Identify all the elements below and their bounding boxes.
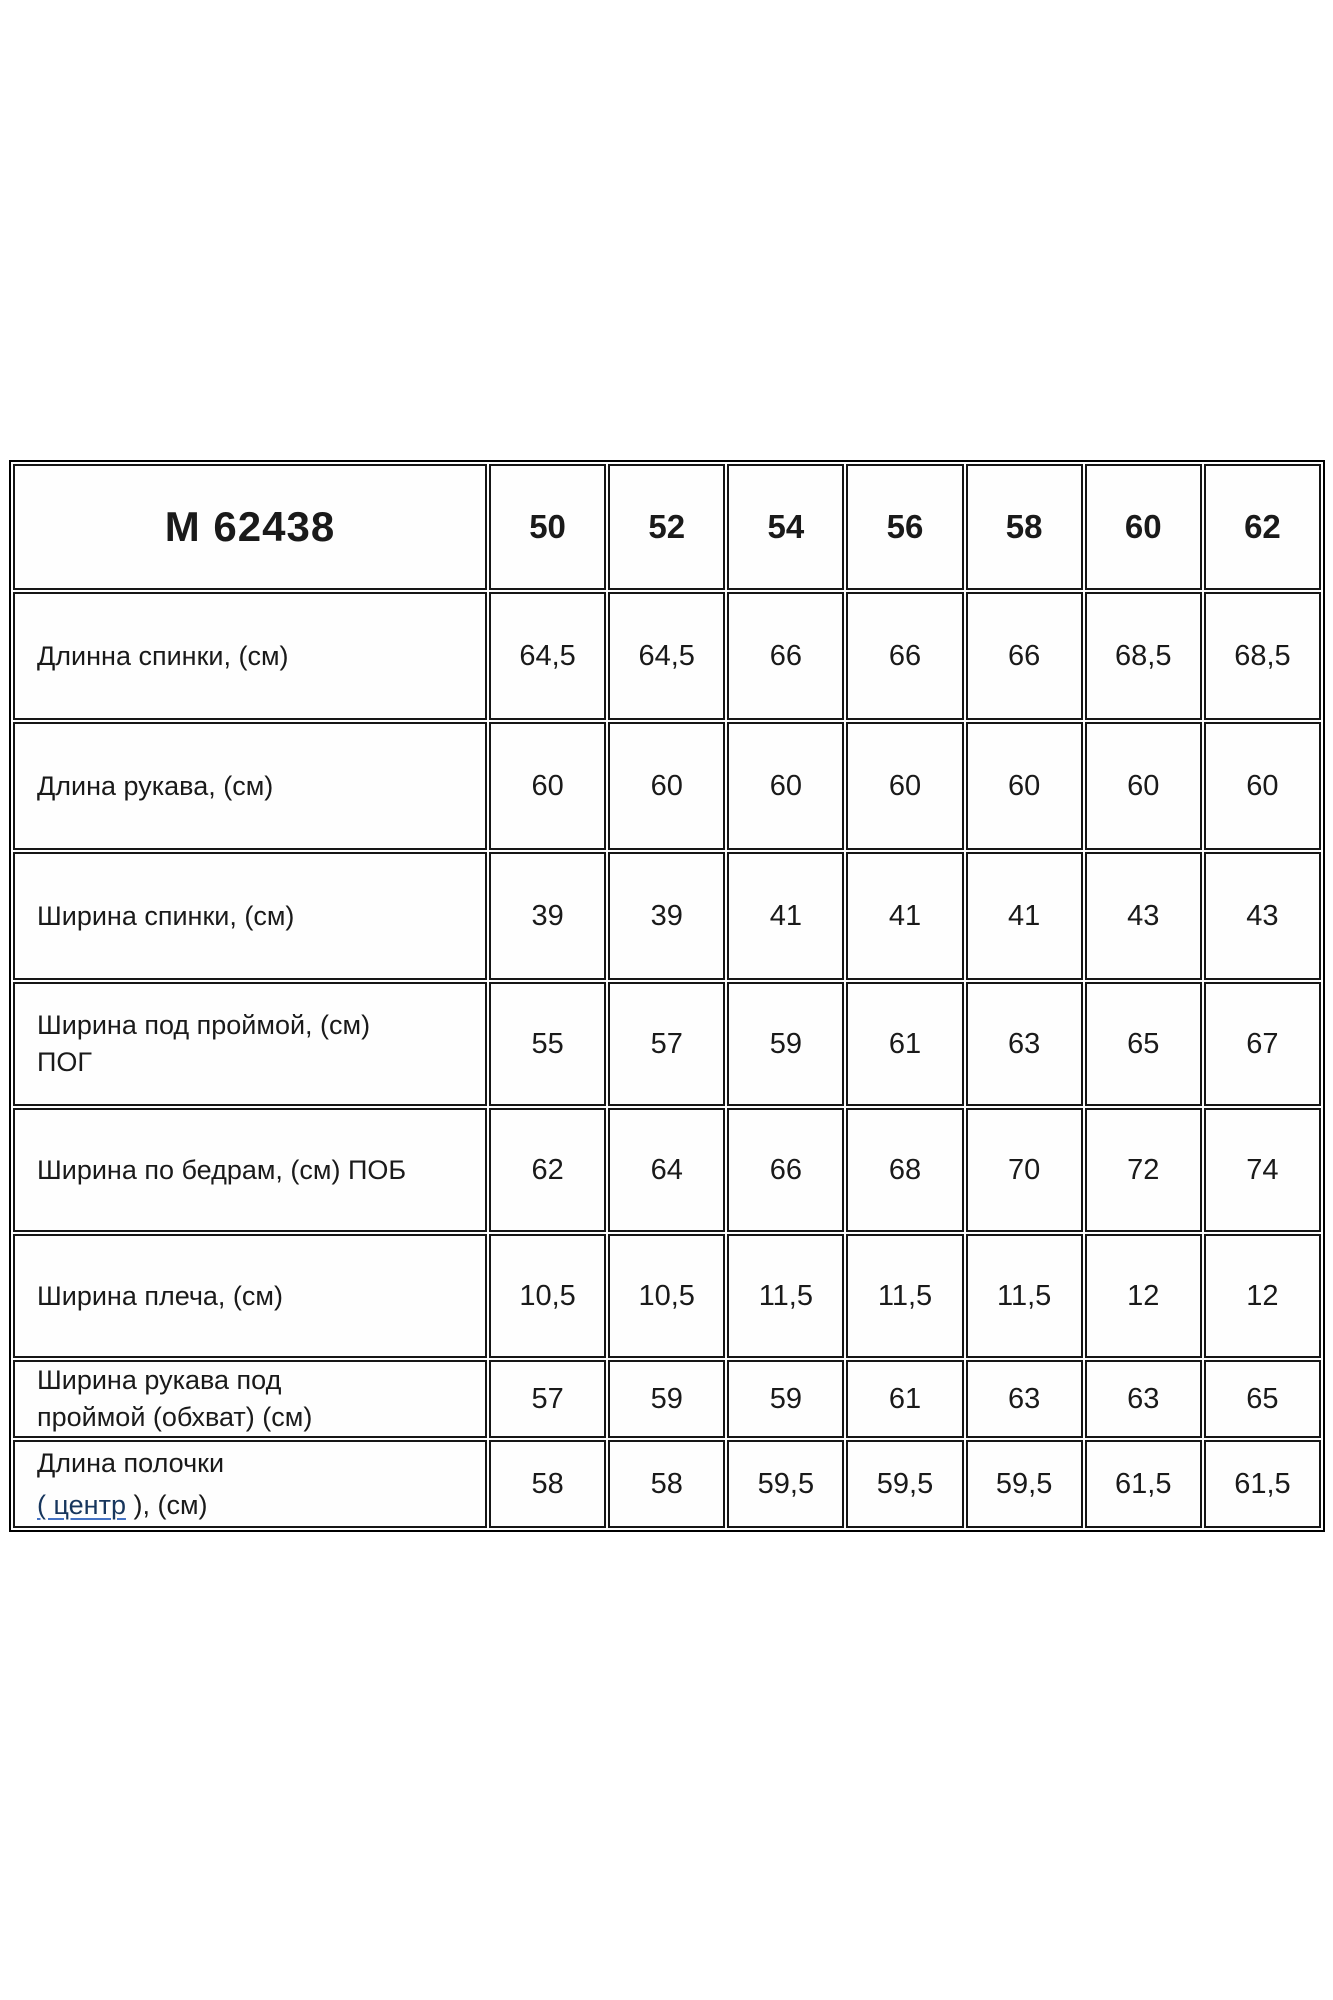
- value-cell: 59,5: [846, 1440, 963, 1528]
- value-cell: 74: [1204, 1108, 1321, 1232]
- row-label-line2: ПОГ: [37, 1047, 93, 1077]
- size-header: 62: [1204, 464, 1321, 590]
- row-label: [13, 982, 487, 1106]
- table-row-underarm-width: [13, 982, 1321, 1106]
- row-label: Ширина по бедрам, (см) ПОБ: [13, 1108, 487, 1232]
- row-label-line2-rest: ), (см): [125, 1490, 208, 1520]
- size-header: 56: [846, 464, 963, 590]
- value-cell: 70: [966, 1108, 1083, 1232]
- model-title: M 62438: [13, 464, 487, 590]
- value-cell: 43: [1085, 852, 1202, 980]
- value-cell: 66: [846, 592, 963, 720]
- value-cell: 66: [727, 592, 844, 720]
- row-label-line2: [37, 1484, 477, 1526]
- table-row-back-width: [13, 852, 1321, 980]
- value-cell: 59: [727, 1360, 844, 1438]
- value-cell: 64,5: [608, 592, 725, 720]
- center-link[interactable]: ( центр: [37, 1490, 126, 1520]
- value-cell: 68,5: [1085, 592, 1202, 720]
- value-cell: 60: [608, 722, 725, 850]
- value-cell: 67: [1204, 982, 1321, 1106]
- value-cell: 10,5: [608, 1234, 725, 1358]
- value-cell: 65: [1204, 1360, 1321, 1438]
- value-cell: 59,5: [727, 1440, 844, 1528]
- value-cell: 60: [966, 722, 1083, 850]
- row-label: [13, 1360, 487, 1438]
- value-cell: 61,5: [1085, 1440, 1202, 1528]
- value-cell: 64,5: [489, 592, 606, 720]
- value-cell: 65: [1085, 982, 1202, 1106]
- row-label: Ширина плеча, (см): [13, 1234, 487, 1358]
- value-cell: 58: [608, 1440, 725, 1528]
- row-label-line1: Ширина рукава под: [37, 1365, 282, 1395]
- size-header: 60: [1085, 464, 1202, 590]
- row-label-line1: Длина полочки: [37, 1448, 225, 1478]
- size-header: 58: [966, 464, 1083, 590]
- table-row-sleeve-width: [13, 1360, 1321, 1438]
- value-cell: 66: [966, 592, 1083, 720]
- value-cell: 57: [608, 982, 725, 1106]
- value-cell: 39: [608, 852, 725, 980]
- table-row-shoulder-width: [13, 1234, 1321, 1358]
- value-cell: 59: [727, 982, 844, 1106]
- value-cell: 60: [846, 722, 963, 850]
- value-cell: 57: [489, 1360, 606, 1438]
- row-label: Ширина спинки, (см): [13, 852, 487, 980]
- value-cell: 41: [727, 852, 844, 980]
- value-cell: 11,5: [727, 1234, 844, 1358]
- value-cell: 55: [489, 982, 606, 1106]
- value-cell: 62: [489, 1108, 606, 1232]
- value-cell: 12: [1204, 1234, 1321, 1358]
- header-row: [13, 464, 1321, 590]
- value-cell: 43: [1204, 852, 1321, 980]
- value-cell: 68: [846, 1108, 963, 1232]
- size-chart-table: [9, 460, 1325, 1532]
- value-cell: 66: [727, 1108, 844, 1232]
- size-header: 52: [608, 464, 725, 590]
- value-cell: 64: [608, 1108, 725, 1232]
- value-cell: 59: [608, 1360, 725, 1438]
- value-cell: 61,5: [1204, 1440, 1321, 1528]
- value-cell: 72: [1085, 1108, 1202, 1232]
- row-label: Длинна спинки, (см): [13, 592, 487, 720]
- value-cell: 10,5: [489, 1234, 606, 1358]
- table-row-front-length: [13, 1440, 1321, 1528]
- table-row-back-length: [13, 592, 1321, 720]
- table-row-hip-width: [13, 1108, 1321, 1232]
- value-cell: 60: [1204, 722, 1321, 850]
- value-cell: 11,5: [846, 1234, 963, 1358]
- value-cell: 61: [846, 982, 963, 1106]
- row-label: Длина рукава, (см): [13, 722, 487, 850]
- value-cell: 68,5: [1204, 592, 1321, 720]
- size-header: 54: [727, 464, 844, 590]
- row-label-line1: Ширина под проймой, (см): [37, 1010, 371, 1040]
- value-cell: 41: [846, 852, 963, 980]
- row-label-line2: проймой (обхват) (см): [37, 1402, 313, 1432]
- value-cell: 58: [489, 1440, 606, 1528]
- value-cell: 12: [1085, 1234, 1202, 1358]
- value-cell: 60: [489, 722, 606, 850]
- value-cell: 41: [966, 852, 1083, 980]
- value-cell: 59,5: [966, 1440, 1083, 1528]
- value-cell: 63: [1085, 1360, 1202, 1438]
- value-cell: 39: [489, 852, 606, 980]
- value-cell: 63: [966, 1360, 1083, 1438]
- table-row-sleeve-length: [13, 722, 1321, 850]
- row-label: [13, 1440, 487, 1528]
- value-cell: 61: [846, 1360, 963, 1438]
- value-cell: 60: [1085, 722, 1202, 850]
- value-cell: 11,5: [966, 1234, 1083, 1358]
- value-cell: 63: [966, 982, 1083, 1106]
- value-cell: 60: [727, 722, 844, 850]
- size-header: 50: [489, 464, 606, 590]
